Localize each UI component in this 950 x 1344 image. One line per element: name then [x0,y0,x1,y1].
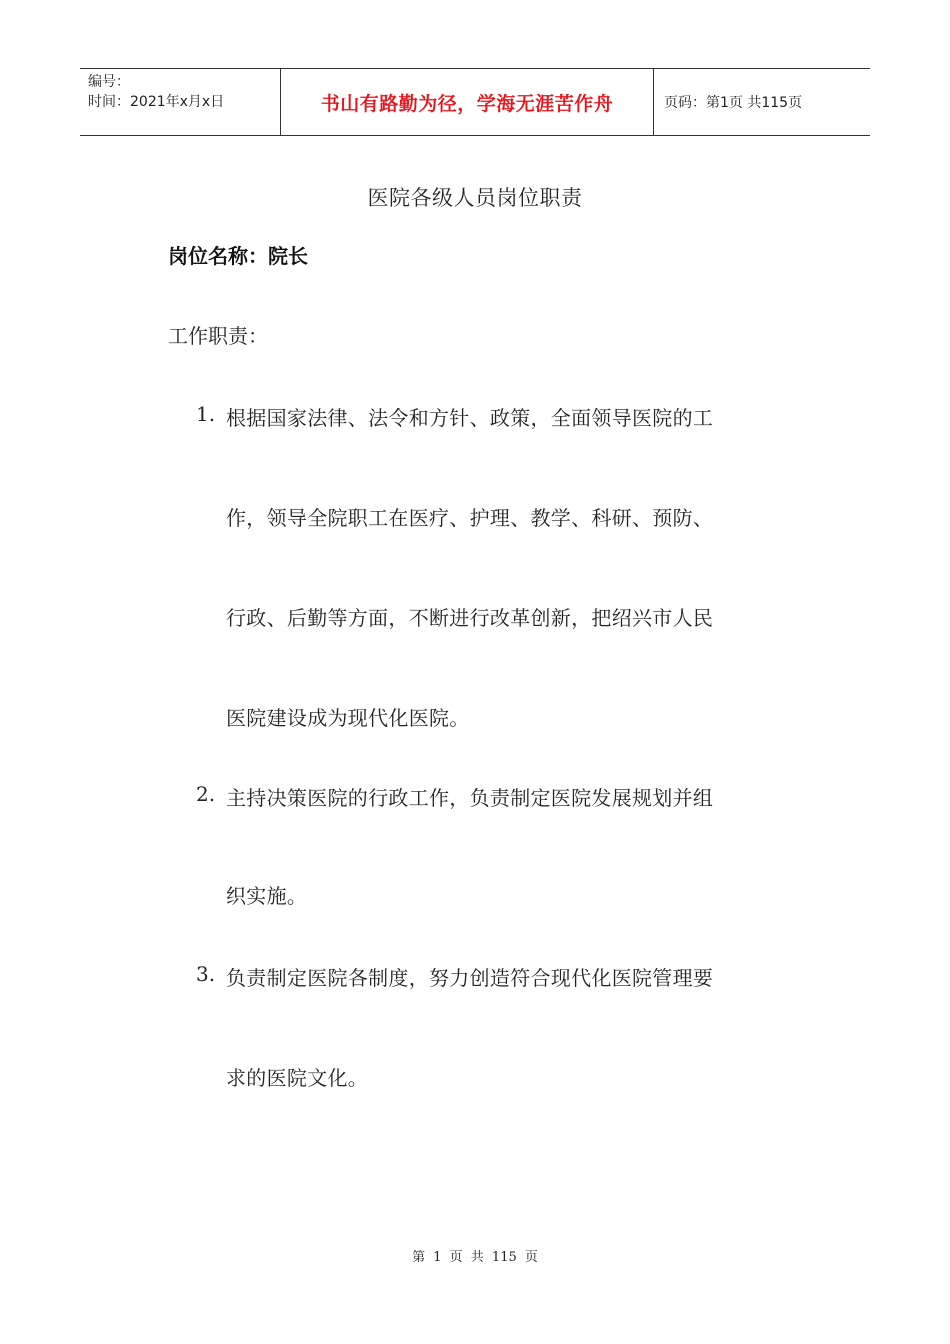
item-number: 3. [196,962,216,986]
header-page-info: 页码：第1页 共115页 [664,95,803,111]
header-motto-cell [281,69,654,135]
item-text-line: 负责制定医院各制度，努力创造符合现代化医院管理要 [226,966,714,990]
document-number-label: 编号： [88,74,130,90]
page-footer: 第 1 页 共 115 页 [412,1250,538,1265]
item-number: 2. [196,782,216,806]
duties-heading: 工作职责： [168,324,268,348]
item-text-line: 求的医院文化。 [226,1066,369,1090]
page-header [80,68,870,136]
item-number: 1. [196,402,216,426]
document-title: 医院各级人员岗位职责 [367,186,583,210]
document-date: 时间：2021年x月x日 [88,94,225,110]
header-page-cell [654,69,870,135]
item-text-line: 主持决策医院的行政工作，负责制定医院发展规划并组 [226,786,714,810]
item-text-line: 医院建设成为现代化医院。 [226,706,470,730]
item-text-line: 作，领导全院职工在医疗、护理、教学、科研、预防、 [226,506,714,530]
header-meta-cell [80,69,281,135]
header-motto: 书山有路勤为径，学海无涯苦作舟 [320,92,614,115]
item-text-line: 行政、后勤等方面，不断进行改革创新，把绍兴市人民 [226,606,714,630]
item-text-line: 根据国家法律、法令和方针、政策，全面领导医院的工 [226,406,714,430]
position-name: 岗位名称：院长 [168,244,308,268]
item-text-line: 织实施。 [226,884,308,908]
